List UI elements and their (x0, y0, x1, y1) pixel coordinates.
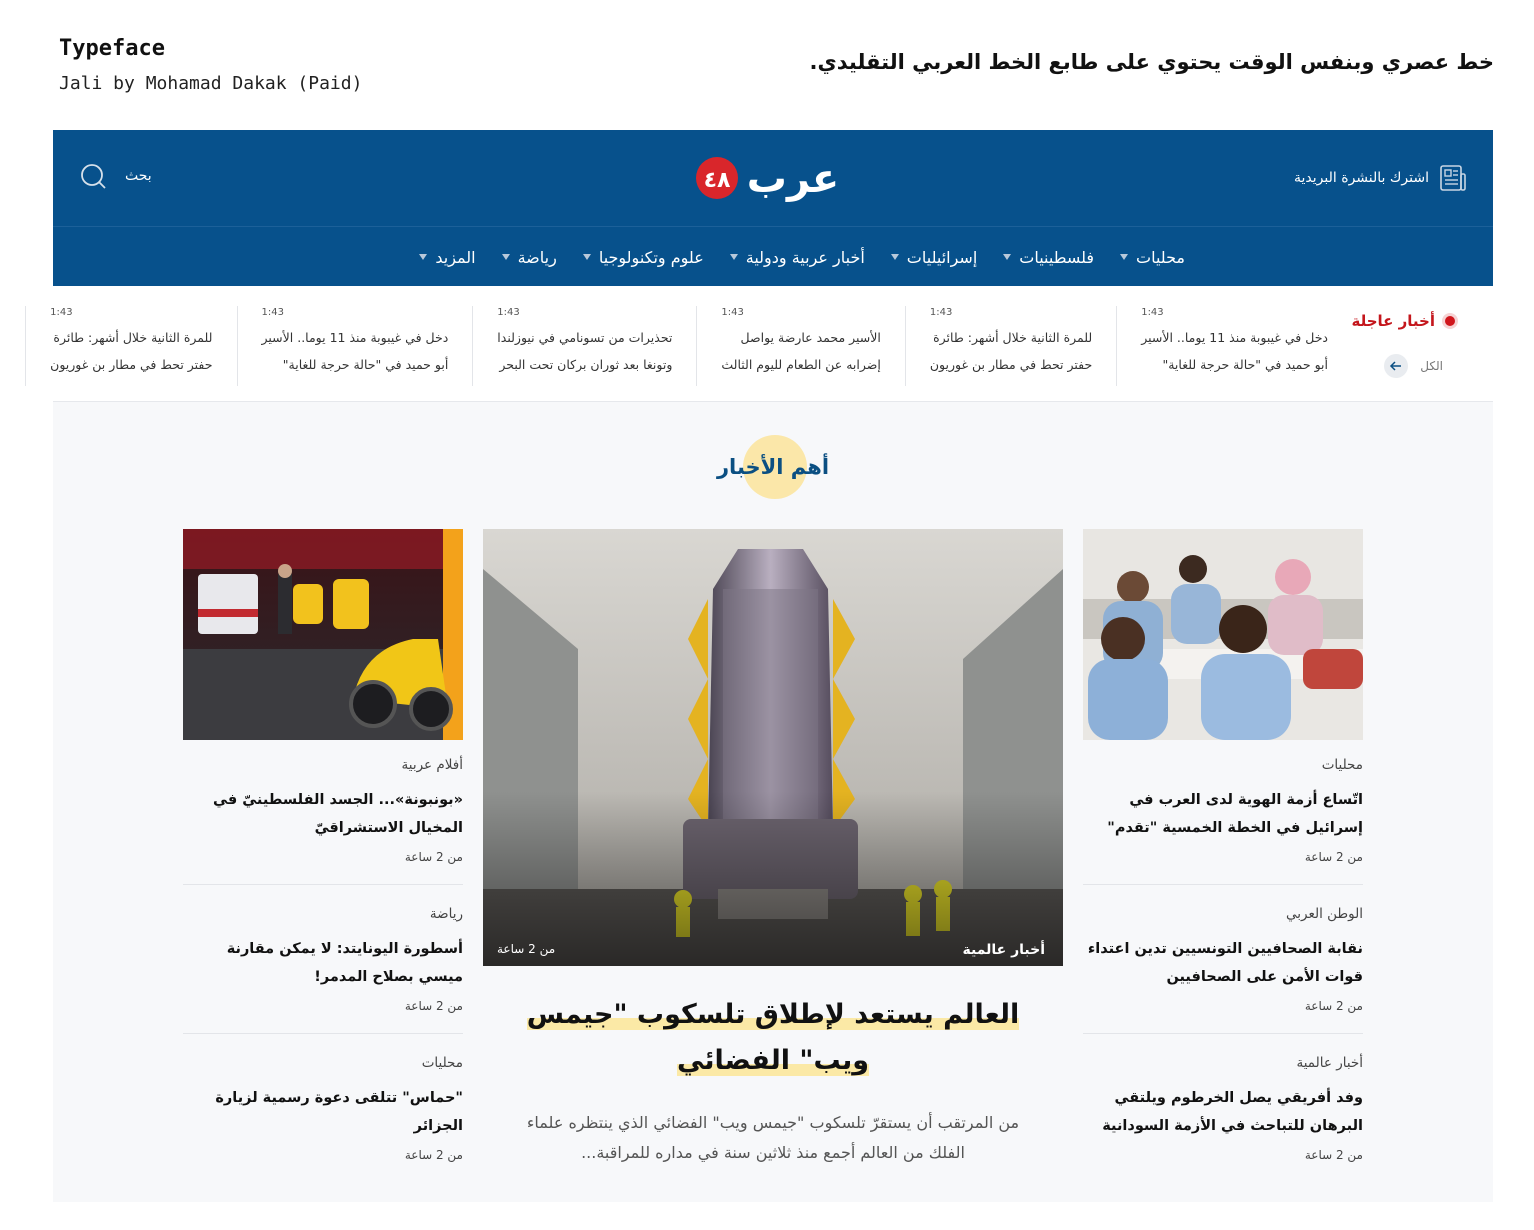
story-headline[interactable]: أسطورة اليونايتد: لا يمكن مقارنة ميسي بصلاح المدمر! (226, 941, 463, 985)
breaking-time: 1:43 (929, 307, 953, 318)
news-story[interactable] (183, 1033, 463, 1164)
telescope-photo[interactable] (483, 529, 1063, 966)
nav-item-label: رياضة (517, 247, 557, 267)
story-time: من 2 ساعة (1304, 999, 1363, 1013)
main-nav (53, 226, 1493, 286)
top-news-left-column (183, 529, 463, 1164)
story-time: من 2 ساعة (404, 1148, 463, 1162)
nav-item-israel[interactable] (891, 248, 977, 267)
story-headline[interactable]: وفد أفريقي يصل الخرطوم ويلتقي البرهان للتباحث في الأزمة السودانية (1102, 1090, 1363, 1134)
typeface-description: خط عصري وبنفس الوقت يحتوي على طابع الخط العربي التقليدي. (809, 50, 1494, 74)
breaking-text: أبو حميد في "حالة حرجة للغاية" (1162, 357, 1328, 372)
breaking-time: 1:43 (1141, 307, 1164, 318)
news-story[interactable] (1083, 884, 1363, 1015)
story-category[interactable]: أخبار عالمية (1296, 1055, 1363, 1071)
featured-time: من 2 ساعة (497, 942, 556, 956)
top-news-right-column (1083, 529, 1363, 1164)
featured-lede: من المرتقب أن يستقرّ تلسكوب "جيمس ويب" الفضائي الذي ينتظره علماء الفلك من العالم أجمع منذ ثلاثين سنة في مداره للمراقبة... (526, 1113, 1020, 1162)
story-time: من 2 ساعة (1304, 850, 1363, 864)
breaking-text: تحذيرات من تسونامي في نيوزلندا (497, 330, 673, 345)
story-headline[interactable]: اتّساع أزمة الهوية لدى العرب في إسرائيل في الخطة الخمسية "تقدم" (1107, 792, 1363, 836)
news-story[interactable] (183, 740, 463, 866)
breaking-time: 1:43 (50, 307, 73, 318)
breaking-news-item[interactable] (472, 306, 696, 386)
classroom-photo[interactable] (1083, 529, 1363, 740)
search-icon (79, 162, 107, 190)
top-news-title-text: أهم الأخبار (716, 455, 830, 479)
breaking-all-link[interactable] (1384, 354, 1443, 378)
chevron-down-icon (583, 254, 591, 260)
breaking-time: 1:43 (497, 307, 520, 318)
story-category[interactable]: محليات (1321, 757, 1363, 773)
top-news-title (693, 435, 853, 499)
nav-item-label: إسرائيليات (906, 247, 978, 267)
nav-item-sports[interactable] (502, 248, 557, 267)
breaking-text: الأسير محمد عارضة يواصل (740, 330, 881, 345)
nav-item-label: فلسطينيات (1019, 247, 1095, 267)
news-story[interactable] (1083, 1033, 1363, 1164)
search-label: بحث (125, 168, 152, 184)
nav-item-local[interactable] (1120, 248, 1185, 267)
breaking-text: حفتر تحط في مطار بن غوريون (50, 357, 213, 372)
arrow-left-icon (1384, 354, 1408, 378)
typeface-annotation (59, 36, 362, 94)
logo-number: ٤٨ (703, 168, 731, 193)
logo-text: عرب (746, 156, 840, 202)
featured-headline-text: العالم يستعد لإطلاق تلسكوب "جيمس ويب" الفضائي (526, 999, 1020, 1076)
story-category[interactable]: الوطن العربي (1286, 906, 1363, 922)
chevron-down-icon (419, 254, 427, 260)
chevron-down-icon (1003, 254, 1011, 260)
newsletter-subscribe-link[interactable] (1294, 164, 1467, 192)
nav-item-world[interactable] (730, 248, 865, 267)
nav-item-label: علوم وتكنولوجيا (598, 247, 704, 267)
breaking-text: إضرابه عن الطعام لليوم الثالث (721, 357, 881, 372)
nav-item-label: محليات (1136, 247, 1185, 267)
site-header (53, 130, 1493, 226)
breaking-text: وتونغا بعد ثوران بركان تحت البحر (499, 357, 673, 372)
subscribe-label: اشترك بالنشرة البريدية (1294, 170, 1429, 186)
breaking-news-item[interactable] (25, 306, 236, 386)
breaking-news-item[interactable] (905, 306, 1116, 386)
featured-story[interactable] (483, 529, 1063, 1168)
chevron-down-icon (1120, 254, 1128, 260)
breaking-news-item[interactable] (237, 306, 473, 386)
nav-item-more[interactable] (419, 248, 475, 267)
breaking-text: للمرة الثانية خلال أشهر: طائرة (53, 330, 213, 345)
chevron-down-icon (730, 254, 738, 260)
nav-item-label: المزيد (435, 247, 476, 267)
breaking-label-text: أخبار عاجلة (1351, 312, 1435, 330)
featured-category[interactable]: أخبار عالمية (962, 942, 1045, 958)
breaking-text: دخل في غيبوبة منذ 11 يوما.. الأسير (261, 330, 449, 345)
story-category[interactable]: محليات (421, 1055, 463, 1071)
breaking-news-item[interactable] (696, 306, 904, 386)
nav-item-palestine[interactable] (1003, 248, 1094, 267)
story-time: من 2 ساعة (404, 850, 463, 864)
newsletter-icon (1439, 164, 1467, 192)
story-headline[interactable]: «بونبونة»... الجسد الفلسطينيّ في المخيال الاستشراقيّ (213, 792, 463, 836)
breaking-news-list (25, 306, 1328, 386)
typeface-font-name: Jali by Mohamad Dakak (Paid) (59, 73, 363, 94)
breaking-text: حفتر تحط في مطار بن غوريون (929, 357, 1093, 372)
breaking-text: للمرة الثانية خلال أشهر: طائرة (933, 330, 1093, 345)
breaking-text: أبو حميد في "حالة حرجة للغاية" (282, 357, 449, 372)
story-time: من 2 ساعة (404, 999, 463, 1013)
search-button[interactable] (79, 162, 152, 190)
typeface-title: Typeface (59, 36, 165, 61)
all-label: الكل (1420, 359, 1443, 373)
ambulance-photo[interactable] (183, 529, 463, 740)
breaking-news-label (1352, 312, 1455, 330)
chevron-down-icon (891, 254, 899, 260)
breaking-text: دخل في غيبوبة منذ 11 يوما.. الأسير (1141, 330, 1328, 345)
nav-item-science[interactable] (583, 248, 704, 267)
breaking-time: 1:43 (261, 307, 284, 318)
featured-headline[interactable] (483, 992, 1063, 1084)
live-dot-icon (1445, 316, 1455, 326)
breaking-time: 1:43 (721, 307, 744, 318)
news-story[interactable] (1083, 740, 1363, 866)
website-mockup (50, 130, 1493, 1202)
story-headline[interactable]: "حماس" تتلقى دعوة رسمية لزيارة الجزائر (215, 1090, 463, 1134)
story-category[interactable]: رياضة (429, 906, 463, 922)
story-category[interactable]: أفلام عربية (401, 757, 463, 773)
news-story[interactable] (183, 884, 463, 1015)
breaking-news-bar (50, 286, 1493, 402)
site-logo[interactable] (695, 148, 845, 208)
chevron-down-icon (502, 254, 510, 260)
breaking-news-item[interactable] (1116, 306, 1328, 386)
nav-item-label: أخبار عربية ودولية (745, 247, 865, 267)
story-time: من 2 ساعة (1304, 1148, 1363, 1162)
story-headline[interactable]: نقابة الصحافيين التونسيين تدين اعتداء قوات الأمن على الصحافيين (1087, 941, 1363, 985)
